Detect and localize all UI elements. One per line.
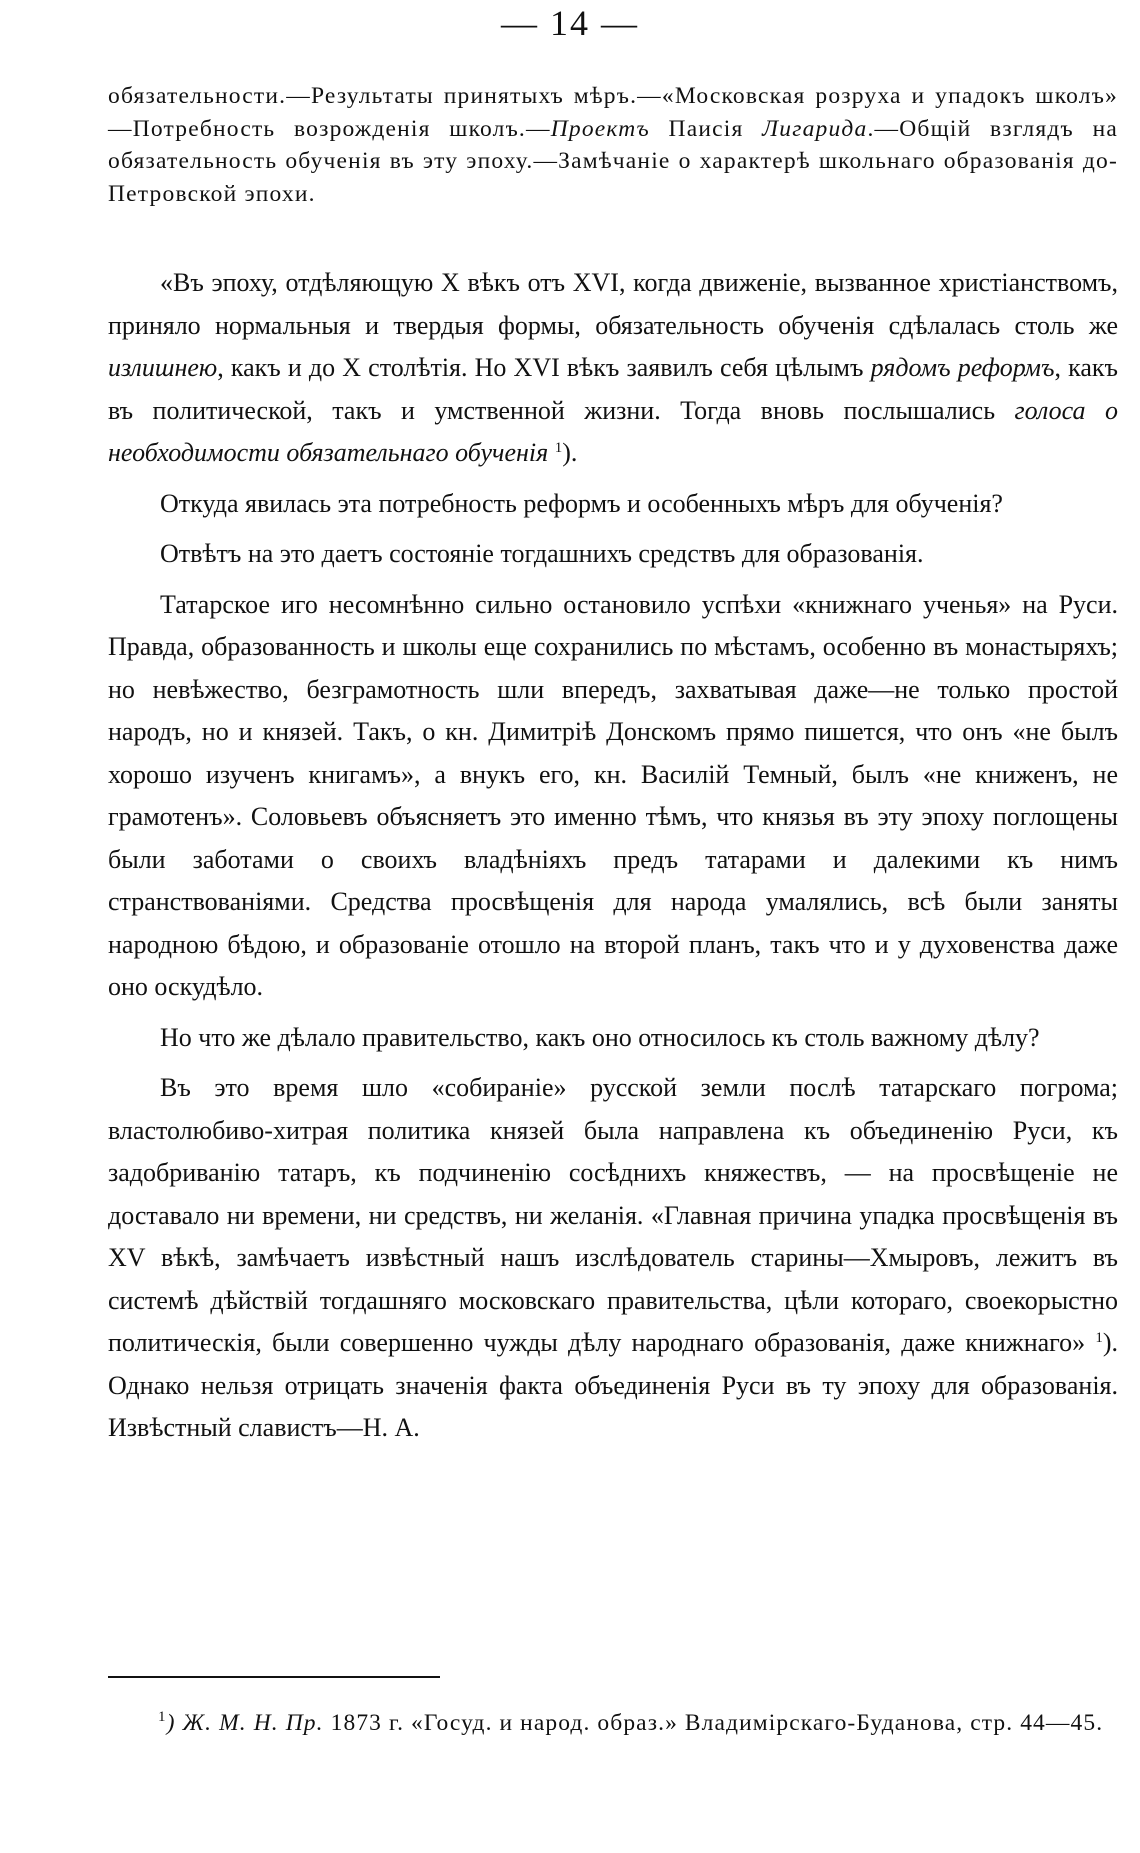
text-run: ). Однако нельзя отрицать значенія факта объединенія Руси въ ту эпоху для образованія. Извѣстный славистъ—Н. А. bbox=[108, 1328, 1118, 1442]
chapter-summary bbox=[108, 80, 1118, 210]
footnote-marker: 1 bbox=[158, 1709, 167, 1725]
summary-italic: Проектъ bbox=[550, 115, 650, 142]
paragraph: Откуда явилась эта потребность реформъ и особенныхъ мѣръ для обученія? bbox=[160, 488, 1003, 518]
summary-italic: Лигарида bbox=[762, 115, 868, 142]
text-run: , какъ въ политической, такъ и умственной жизни. Тогда вновь послышались bbox=[108, 353, 1119, 425]
summary-text: Паисія bbox=[649, 115, 763, 142]
summary-text: .—Общій взглядъ на обязательность обученія въ эту эпоху.—Замѣчаніе о характерѣ школьнаго образованія до-Петровской эпохи. bbox=[108, 115, 1118, 207]
paragraph-quote bbox=[108, 262, 1118, 475]
italic-run: рядомъ реформъ bbox=[870, 353, 1055, 382]
footnote bbox=[108, 1705, 1118, 1742]
paragraph bbox=[108, 1067, 1118, 1450]
paragraph: Но что же дѣлало правительство, какъ оно относилось къ столь важному дѣлу? bbox=[160, 1022, 1040, 1052]
text-run: Въ это время шло «собираніе» русской земли послѣ татарскаго погрома; властолюбиво-хитрая политика князей была направлена къ объединенію Руси, къ задобриванію татаръ, къ подчиненію сосѣднихъ княжествъ, — на просвѣщеніе не доставало ни времени, ни средствъ, ни желанія. «Главная причина упадка просвѣщенія въ XV вѣкѣ, замѣчаетъ извѣстный нашъ изслѣдователь старины—Хмыровъ, лежитъ въ системѣ дѣйствій тогдашняго московскаго правительства, цѣли котораго, своекорыстно политическія, были совершенно чужды дѣлу народнаго образованія, даже книжнаго» bbox=[108, 1073, 1118, 1357]
footnote-ref: 1 bbox=[1095, 1330, 1103, 1346]
text-run: «Въ эпоху, отдѣляющую X вѣкъ отъ XVI, когда движеніе, вызванное христіанствомъ, приняло нормальныя и твердыя формы, обязательность обученія сдѣлалась столь же bbox=[108, 268, 1118, 340]
italic-run: голоса о необходимости обязательнаго обученія bbox=[108, 395, 1119, 467]
paragraph: Отвѣтъ на это даетъ состояніе тогдашнихъ средствъ для образованія. bbox=[160, 539, 924, 568]
summary-text: обязательности.—Результаты принятыхъ мѣръ.—«Московская розруха и упадокъ школъ» —Потребность возрожденія школъ.— bbox=[108, 83, 1118, 142]
text-run: ). bbox=[562, 438, 578, 467]
body-text bbox=[108, 262, 1118, 1458]
page-number: — 14 — bbox=[501, 3, 639, 43]
italic-run: излишнею bbox=[108, 353, 218, 382]
footnote-text: 1873 г. «Госуд. и народ. образ.» Владимірскаго-Буданова, стр. 44—45. bbox=[323, 1710, 1104, 1736]
footnote-ref: 1 bbox=[554, 440, 563, 456]
paragraph: Татарское иго несомнѣнно сильно остановило успѣхи «книжнаго ученья» на Руси. Правда, образованность и школы еще сохранились по мѣстамъ, особенно въ монастыряхъ; но невѣжество, безграмотность шли впередъ, захватывая даже—не только простой народъ, но и князей. Такъ, о кн. Димитріѣ Донскомъ прямо пишется, что онъ «не былъ хорошо изученъ книгамъ», а внукъ его, кн. Василій Темный, былъ «не книженъ, не грамотенъ». Соловьевъ объясняетъ это именно тѣмъ, что князья въ эту эпоху поглощены были заботами о своихъ владѣніяхъ предъ татарами и далекими къ нимъ странствованіями. Средства просвѣщенія для народа умалялись, всѣ были заняты народною бѣдою, и образованіе отошло на второй планъ, такъ что и у духовенства даже оно оскудѣло. bbox=[108, 589, 1118, 1001]
text-run: , какъ и до X столѣтія. Но XVI вѣкъ заявилъ себя цѣлымъ bbox=[217, 353, 871, 382]
footnote-source: ) Ж. М. Н. Пр. bbox=[166, 1710, 324, 1736]
footnote-divider bbox=[108, 1676, 440, 1678]
